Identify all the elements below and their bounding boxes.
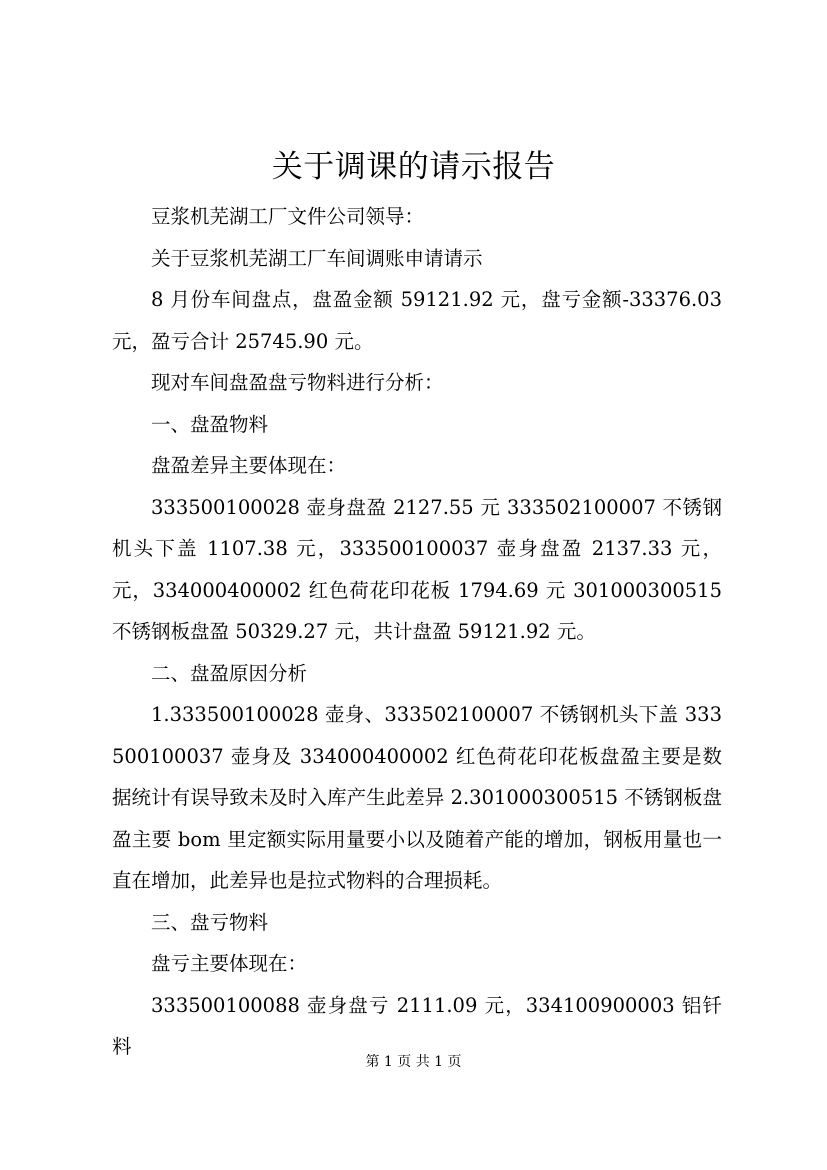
paragraph-surplus-causes: 1.333500100028 壶身、333502100007 不锈钢机头下盖 333500100037 壶身及 334000400002 红色荷花印花板盘盈主要是数据统计有误导致未及时入库产生此差异 2.301000300515 不锈钢板盘盈主要 bom 里定额实际用量要小以及随着产能的增加，钢板用量也一直在增加，此差异也是拉式物料的合理损耗。 [112,703,722,892]
page-footer: 第 1 页 共 1 页 [365,1054,462,1070]
paragraph-analysis-intro: 现对车间盘盈盘亏物料进行分析： [151,371,444,394]
document-title: 关于调课的请示报告 [271,149,556,185]
paragraph-loss-intro: 盘亏主要体现在： [151,952,308,975]
paragraph-subject: 关于豆浆机芜湖工厂车间调账申请请示 [151,246,483,270]
paragraph-loss-details: 333500100088 壶身盘亏 2111.09 元，334100900003 铝钎料 [112,993,722,1058]
paragraph-surplus-intro: 盘盈差异主要体现在： [151,454,347,477]
section-heading-loss-materials: 三、盘亏物料 [151,910,269,934]
section-heading-surplus-materials: 一、盘盈物料 [151,412,269,436]
document-body [112,196,722,1068]
paragraph-surplus-details: 333500100028 壶身盘盈 2127.55 元 333502100007 不锈钢机头下盖 1107.38 元，333500100037 壶身盘盈 2137.33 元，元，334000400002 红色荷花印花板 1794.69 元 301000300515 不锈钢板盘盈 50329.27 元，共计盘盈 59121.92 元。 [112,495,722,643]
section-heading-surplus-causes: 二、盘盈原因分析 [151,661,308,685]
paragraph-summary: 8 月份车间盘点，盘盈金额 59121.92 元，盘亏金额-33376.03 元，盈亏合计 25745.90 元。 [112,288,722,353]
paragraph-salutation: 豆浆机芜湖工厂文件公司领导： [151,205,425,228]
